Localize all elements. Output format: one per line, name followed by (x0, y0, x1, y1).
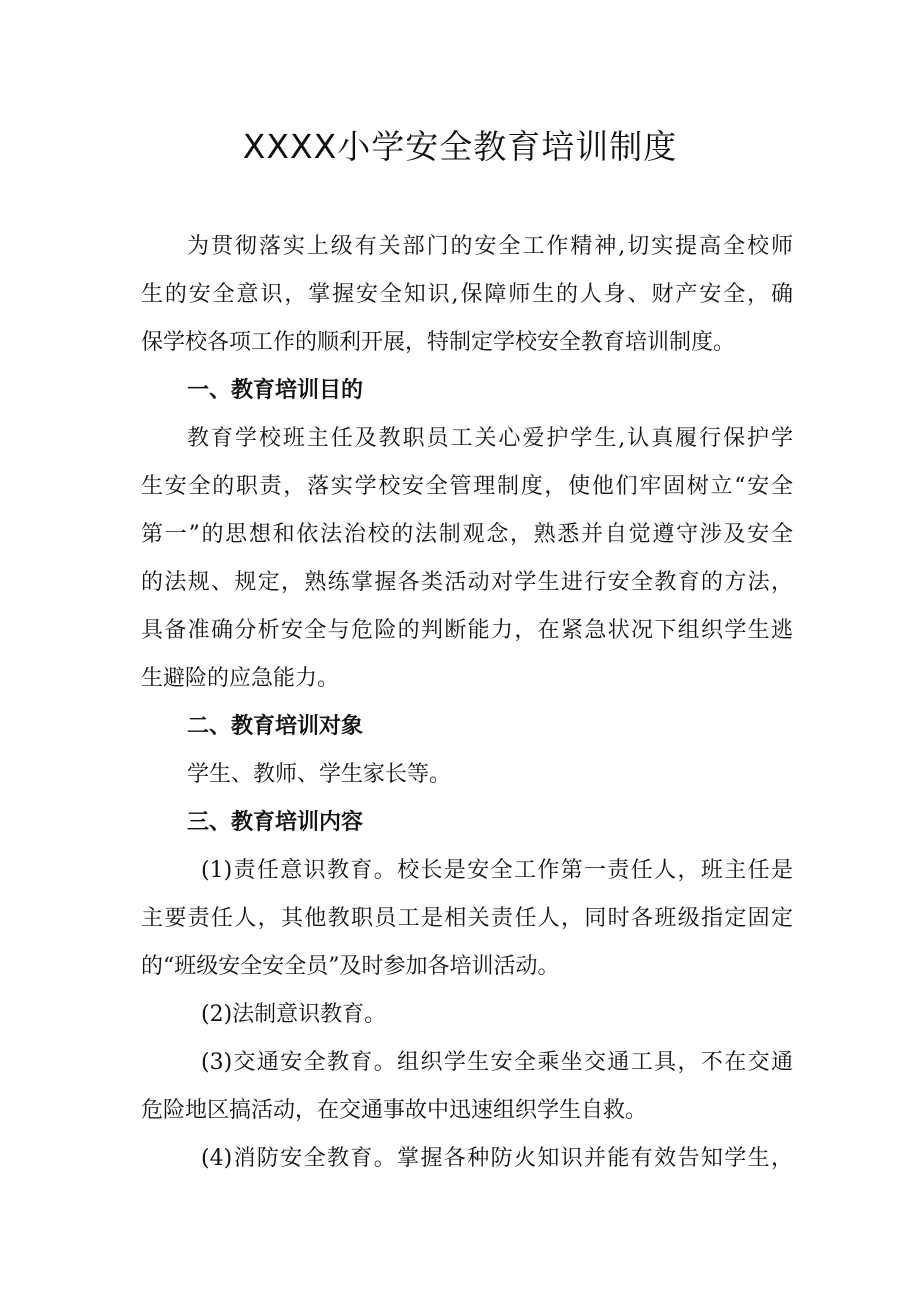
paragraph-line: 生避险的应急能力。 (141, 666, 340, 691)
section-heading-purpose: 一、教育培训目的 (187, 378, 364, 403)
list-item-line: 主要责任人，其他教职员工是相关责任人，同时各班级指定固定 (141, 906, 793, 931)
paragraph-line: 学生、教师、学生家长等。 (187, 762, 452, 787)
intro-line: 保学校各项工作的顺利开展，特制定学校安全教育培训制度。 (141, 330, 736, 355)
list-item-line: 危险地区搞活动，在交通事故中迅速组织学生自救。 (141, 1098, 648, 1123)
list-item-line: (4)消防安全教育。掌握各种防火知识并能有效告知学生， (201, 1146, 793, 1171)
document-title: XXXX小学安全教育培训制度 (242, 127, 678, 166)
paragraph-line: 的法规、规定，熟练掌握各类活动对学生进行安全教育的方法， (141, 570, 793, 595)
section-heading-audience: 二、教育培训对象 (187, 714, 364, 739)
paragraph-line: 生安全的职责，落实学校安全管理制度，使他们牢固树立“安全 (141, 474, 793, 499)
document-body (141, 223, 793, 1183)
list-item-line: (1)责任意识教育。校长是安全工作第一责任人，班主任是 (201, 858, 793, 883)
section-heading-content: 三、教育培训内容 (187, 810, 364, 835)
paragraph-line: 第一”的思想和依法治校的法制观念，熟悉并自觉遵守涉及安全 (141, 522, 793, 547)
list-item-line: (3)交通安全教育。组织学生安全乘坐交通工具，不在交通 (201, 1050, 793, 1075)
intro-line: 为贯彻落实上级有关部门的安全工作精神,切实提高全校师 (187, 234, 793, 259)
list-item-line: (2)法制意识教育。 (201, 1002, 387, 1027)
paragraph-line: 具备准确分析安全与危险的判断能力，在紧急状况下组织学生逃 (141, 618, 793, 643)
intro-line: 生的安全意识，掌握安全知识,保障师生的人身、财产安全，确 (141, 282, 793, 307)
list-item-line: 的“班级安全安全员”及时参加各培训活动。 (141, 954, 560, 979)
paragraph-line: 教育学校班主任及教职员工关心爱护学生,认真履行保护学 (187, 426, 793, 451)
